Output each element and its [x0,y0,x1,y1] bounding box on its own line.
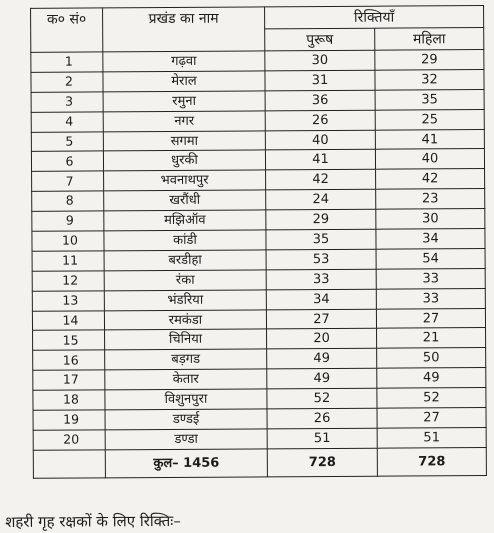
table-row [32,248,485,271]
table-row [31,89,484,112]
female-cell: 49 [377,368,486,389]
table-row [31,109,484,132]
block-name-cell: विशुनपुरा [105,389,267,410]
male-cell: 51 [267,428,377,449]
vacancy-table [30,5,487,479]
block-name-cell: बरडीहा [104,250,266,271]
block-name-cell: रमकंडा [104,309,266,330]
male-cell: 27 [266,309,376,330]
male-cell: 52 [267,388,377,409]
total-female: 728 [377,447,486,476]
male-cell: 49 [267,349,377,370]
block-name-cell: भवनाथपुर [104,170,266,191]
female-cell: 30 [376,209,485,230]
block-name-cell: कांडी [104,230,266,251]
serial-cell: 13 [32,291,104,311]
block-name-cell: धुरकी [103,150,265,171]
block-name-cell: सगमा [103,130,265,151]
male-cell: 36 [265,90,375,111]
male-cell: 26 [265,110,375,131]
table-row [32,308,485,331]
male-cell: 35 [266,229,376,250]
block-name-cell: रमुना [103,91,265,112]
header-serial: क० सं० [31,8,103,52]
header-block-name: प्रखंड का नाम [103,7,265,52]
block-name-cell: गढ़वा [103,51,265,72]
table-row [32,169,485,192]
male-cell: 53 [266,249,376,270]
table-row [31,149,484,172]
table-row [31,50,484,73]
female-cell: 33 [376,288,485,309]
female-cell: 27 [376,308,485,329]
table-row [32,189,485,212]
total-label: कुल– 1456 [105,449,267,478]
male-cell: 24 [266,189,376,210]
block-name-cell: केतार [105,369,267,390]
header-female: महिला [375,28,484,51]
serial-cell: 14 [32,310,104,330]
block-name-cell: बड़गड [105,349,267,370]
serial-cell: 20 [33,430,105,450]
table-row [32,288,485,311]
block-name-cell: नगर [103,111,265,132]
female-cell: 27 [377,408,486,429]
table-row [33,388,486,411]
serial-cell: 6 [31,151,103,171]
block-name-cell: मेराल [103,71,265,92]
block-name-cell: भंडरिया [104,290,266,311]
male-cell: 33 [266,269,376,290]
block-name-cell: मझिऑव [104,210,266,231]
table-body [31,50,487,479]
female-cell: 50 [377,348,486,369]
serial-cell: 15 [33,330,105,350]
total-empty-cell [33,450,105,478]
table-row [31,129,484,152]
male-cell: 29 [266,209,376,230]
male-cell: 41 [265,150,375,171]
male-cell: 30 [265,50,375,71]
female-cell: 51 [377,427,486,448]
female-cell: 42 [376,169,485,190]
table-row [33,368,486,391]
female-cell: 40 [375,149,484,170]
male-cell: 42 [266,170,376,191]
total-male: 728 [267,448,377,477]
serial-cell: 2 [31,72,103,92]
serial-cell: 9 [32,211,104,231]
serial-cell: 12 [32,271,104,291]
serial-cell: 10 [32,231,104,251]
table-row [32,268,485,291]
serial-cell: 7 [32,171,104,191]
female-cell: 33 [376,268,485,289]
male-cell: 31 [265,70,375,91]
block-name-cell: रंका [104,270,266,291]
serial-cell: 5 [31,131,103,151]
serial-cell: 18 [33,390,105,410]
table-row [33,348,486,371]
table-row [33,328,486,351]
block-name-cell: डण्डा [105,429,267,450]
table-row [32,229,485,252]
female-cell: 34 [376,229,485,250]
total-row [33,447,486,478]
serial-cell: 19 [33,410,105,430]
footer-text: शहरी गृह रक्षकों के लिए रिक्तिः– [5,511,181,531]
table-row [33,408,486,431]
female-cell: 54 [376,248,485,269]
table-row [32,209,485,232]
female-cell: 23 [376,189,485,210]
serial-cell: 8 [32,191,104,211]
male-cell: 20 [267,329,377,350]
block-name-cell: खरौंधी [104,190,266,211]
female-cell: 29 [375,50,484,71]
table-row [31,69,484,92]
serial-cell: 3 [31,92,103,112]
serial-cell: 16 [33,350,105,370]
serial-cell: 1 [31,52,103,72]
female-cell: 32 [375,69,484,90]
male-cell: 26 [267,408,377,429]
female-cell: 52 [377,388,486,409]
female-cell: 35 [375,89,484,110]
male-cell: 34 [266,289,376,310]
serial-cell: 11 [32,251,104,271]
table-row [33,427,486,450]
header-male: पुरूष [265,28,375,51]
serial-cell: 17 [33,370,105,390]
block-name-cell: चिनिया [105,329,267,350]
female-cell: 21 [377,328,486,349]
header-vacancies: रिक्तियाँ [265,6,484,29]
female-cell: 25 [375,109,484,130]
female-cell: 41 [375,129,484,150]
male-cell: 40 [265,130,375,151]
serial-cell: 4 [31,112,103,132]
male-cell: 49 [267,368,377,389]
block-name-cell: डण्डई [105,409,267,430]
